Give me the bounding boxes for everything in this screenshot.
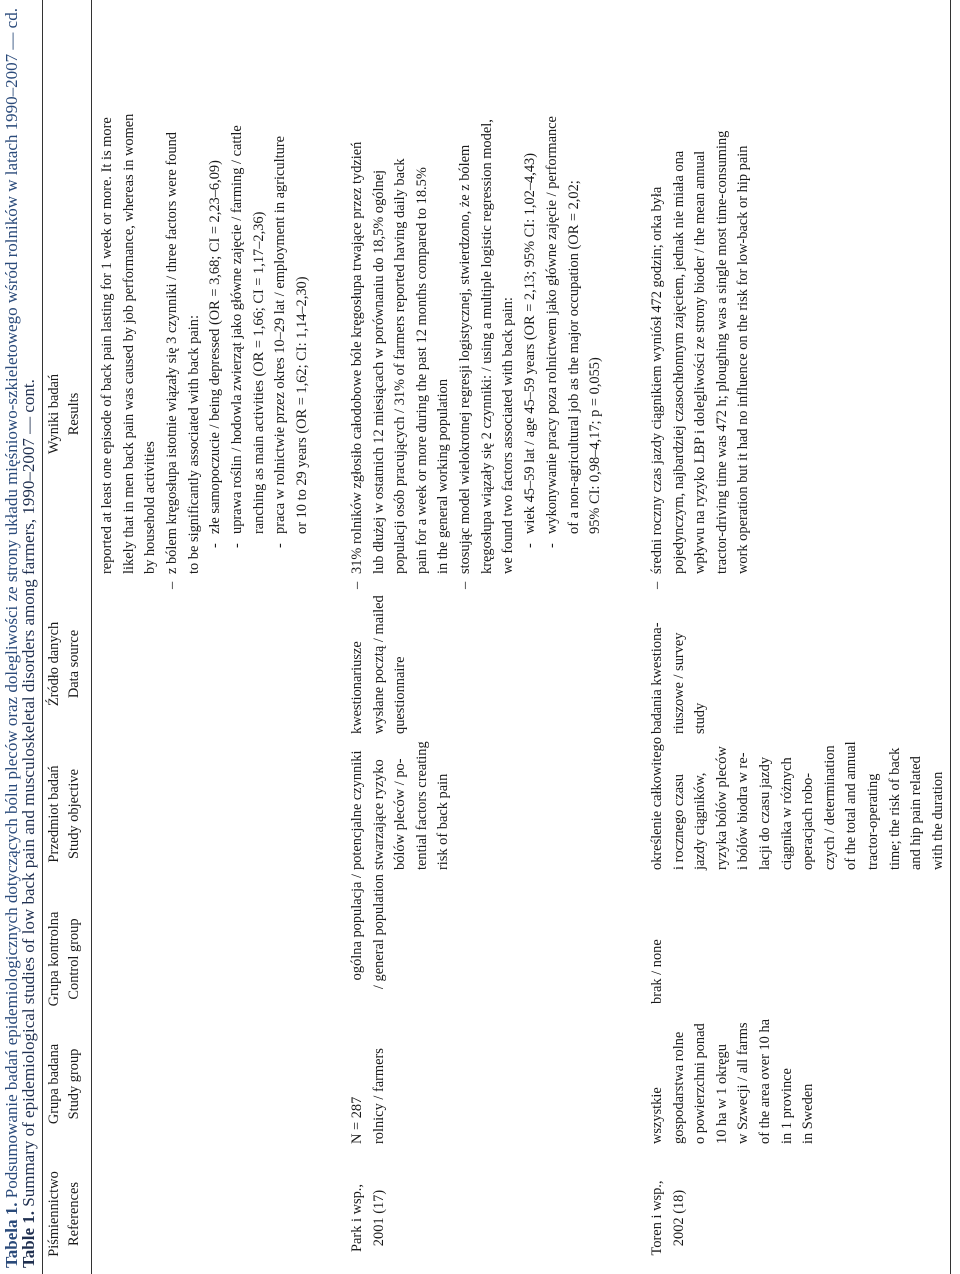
header-study-group: Grupa badana Study group xyxy=(46,1043,82,1125)
result-sub-bullet: - wiek 45–59 lat / age 45–59 years (OR = 2,13; 95% CI: 1,02–4,43) xyxy=(522,152,538,548)
bottom-rule xyxy=(950,0,951,1274)
result-sub-bullet: - złe samopoczucie / being depressed (OR = 3,68; CI = 2,23–6,09) xyxy=(207,160,223,548)
header-study-objective: Przedmiot badań Study objective xyxy=(46,765,82,863)
result-bullet: – średni roczny czas jazdy ciągnikiem wyniósł 472 godzin; orka była pojedynczym, najbardziej czasochłonnym zajęciem, jednak nie miała ona wpływu na ryzyko LBP i dolegliwości ze strony bioder / the mean annual tractor-driving time was 472 h; ploughing was a single most time-consuming work operation but it had no influence on the risk for low-back or hip pain xyxy=(649,130,752,589)
reference-toren: Toren i wsp., 2002 (18) xyxy=(649,1180,687,1256)
header-references: Piśmiennictwo References xyxy=(46,1171,82,1257)
continuation-results: reported at least one episode of back pain lasting for 1 week or more. It is more likely that in men back pain was caused by job performance, whereas in women by household activities xyxy=(99,113,159,574)
reference-park: Park i wsp., 2001 (17) xyxy=(349,1184,387,1252)
caption-english: Table 1. Summary of epidemiological studies of low back pain and musculoskeletal disorders among farmers, 1990–2007 — cont. xyxy=(19,379,38,1268)
control-group-toren: brak / none xyxy=(649,939,665,1004)
caption-polish: Tabela 1. Podsumowanie badań epidemiologicznych dotyczących bólu pleców oraz dolegliwości ze strony układu mięśniowo-szkieletowego wśród rolników w latach 1990–2007 — cd. xyxy=(2,8,21,1268)
header-results: Wyniki badań Results xyxy=(46,373,82,455)
study-group-toren: wszystkie gospodarstwa rolne o powierzchni ponad 10 ha w 1 okręgu w Szwecji / all farms of the area over 10 ha in 1 province in Sweden xyxy=(649,1018,817,1144)
result-bullet: – z bólem kręgosłupa istotnie wiązały się 3 czynniki / three factors were found to be significantly associated with back pain: xyxy=(164,132,202,589)
result-bullet: – 31% rolników zgłosiło całodobowe bóle kręgosłupa trwające przez tydzień lub dłużej w ostatnich 12 miesiącach w porównaniu do 18,5% ogólnej populacji osób pracujących / 31% of farmers reported having daily back pain for a week or more during the past 12 months compared to 18.5% in the general working population xyxy=(349,141,452,589)
study-objective-park: potencjalne czynniki stwarzające ryzyko bólów pleców / po- tential factors creating risk of back pain xyxy=(349,741,452,870)
data-source-park: kwestionariusze wysłane pocztą / mailed questionnaire xyxy=(349,595,409,734)
data-source-toren: badania kwestiona- riuszowe / survey study xyxy=(649,622,709,734)
result-sub-bullet: - wykonywanie pracy poza rolnictwem jako główne zajęcie / performance of a non-agricultural job as the major occupation (OR = 2,02; 95% CI: 0,98–4,17; p = 0,055) xyxy=(544,116,604,548)
study-group-park: N = 287 rolnicy / farmers xyxy=(349,1048,387,1144)
header-control-group: Grupa kontrolna Control group xyxy=(46,911,82,1007)
control-group-park: ogólna populacja / / general population xyxy=(349,874,387,990)
header-rule xyxy=(91,0,92,1274)
study-objective-toren: określenie całkowitego i rocznego czasu jazdy ciągników, ryzyka bólów pleców i bólów biodra w re- lacji do czasu jazdy ciągnika w różnych operacjach robo- czych / determination of the total and annual tractor-operating time; the risk of back and hip pain related with the duration xyxy=(649,736,946,870)
result-sub-bullet: - praca w rolnictwie przez okres 10–29 lat / employment in agriculture or 10 to 29 years (OR = 1,62; CI: 1,14–2,30) xyxy=(272,136,310,548)
header-data-source: Źródło danych Data source xyxy=(46,621,82,707)
top-rule xyxy=(42,0,43,1274)
result-sub-bullet: - uprawa roślin / hodowla zwierząt jako główne zajęcie / farming / cattle ranching as main activities (OR = 1,66; CI = 1,17–2,36) xyxy=(229,125,267,548)
result-bullet: – stosując model wielokrotnej regresji logistycznej, stwierdzono, że z bólem kręgosłupa wiązały się 2 czynniki: / using a multiple logistic regression model, we found two factors associated with back pain: xyxy=(457,119,517,589)
